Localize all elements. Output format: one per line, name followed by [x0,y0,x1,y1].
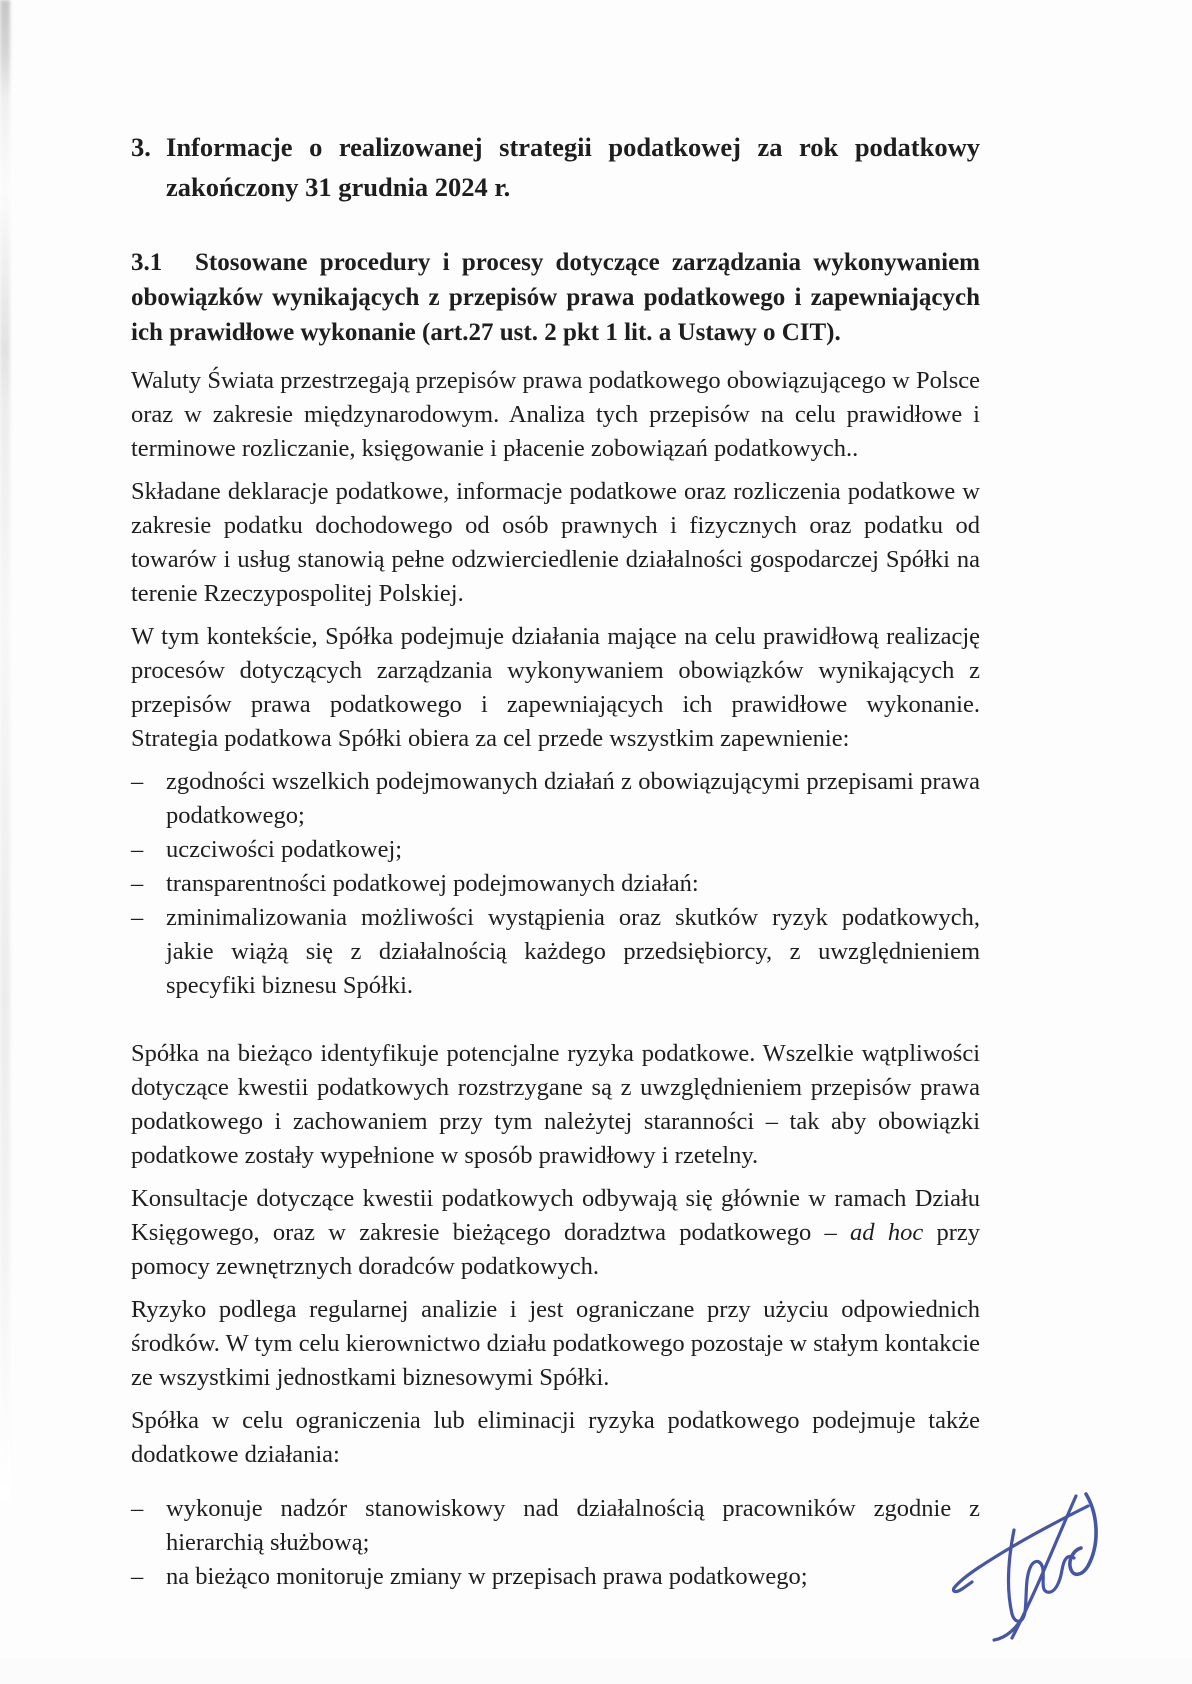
paragraph-strategy-goals: W tym kontekście, Spółka podejmuje działania mające na celu prawidłową realizację procesów dotyczących zarządzania wykonywaniem obowiązków wynikających z przepisów prawa podatkowego i zapewniających ich prawidłowe wykonanie. Strategia podatkowa Spółki obiera za cel przede wszystkim zapewnienie: [131,623,980,752]
section-number: 3. [131,132,151,162]
list-item-text: zgodności wszelkich podejmowanych działań z obowiązującymi przepisami prawa podatkowego; [166,768,980,829]
list-item-text: transparentności podatkowej podejmowanych działań: [166,870,699,897]
bullet-dash: – [131,870,144,897]
scan-edge-shading [0,0,10,1500]
list-item [131,765,980,833]
paragraph-additional-actions: Spółka w celu ograniczenia lub eliminacji ryzyka podatkowego podejmuje także dodatkowe działania: [131,1407,980,1468]
paragraph-risk-analysis: Ryzyko podlega regularnej analizie i jest ograniczane przy użyciu odpowiednich środków. W tym celu kierownictwo działu podatkowego pozostaje w stałym kontakcie ze wszystkimi jednostkami biznesowymi Spółki. [131,1296,980,1391]
action-bullet-list [131,1492,980,1594]
list-item-text: uczciwości podatkowej; [166,836,403,863]
subsection-number: 3.1 [131,249,163,276]
consultations-adhoc: ad hoc [850,1219,924,1246]
list-item-text: zminimalizowania możliwości wystąpienia oraz skutków ryzyk podatkowych, jakie wiążą się z działalnością każdego przedsiębiorcy, z uwzględnieniem specyfiki biznesu Spółki. [166,904,980,999]
list-item [131,1492,980,1560]
handwritten-signature-icon [938,1488,1103,1643]
paragraph-consultations [131,1182,980,1284]
subsection-heading-text: Stosowane procedury i procesy dotyczące zarządzania wykonywaniem obowiązków wynikających z przepisów prawa podatkowego i zapewniających ich prawidłowe wykonanie (art.27 ust. 2 pkt 1 lit. a Ustawy o CIT). [131,249,980,346]
section-heading [131,127,980,207]
list-item [131,867,980,901]
bullet-dash: – [131,768,144,795]
paragraph-compliance: Waluty Świata przestrzegają przepisów prawa podatkowego obowiązującego w Polsce oraz w zakresie międzynarodowym. Analiza tych przepisów na celu prawidłowe i terminowe rozliczanie, księgowanie i płacenie zobowiązań podatkowych.. [131,367,980,462]
consultations-text-before: Konsultacje dotyczące kwestii podatkowych odbywają się głównie w ramach Działu Księgowego, oraz w zakresie bieżącego doradztwa podatkowego – [131,1185,980,1246]
list-item-text: wykonuje nadzór stanowiskowy nad działalnością pracowników zgodnie z hierarchią służbową; [166,1495,980,1556]
subsection-heading [131,245,980,350]
paragraph-risk-identification: Spółka na bieżąco identyfikuje potencjalne ryzyka podatkowe. Wszelkie wątpliwości dotyczące kwestii podatkowych rozstrzygane są z uwzględnieniem przepisów prawa podatkowego i zachowaniem przy tym należytej staranności – tak aby obowiązki podatkowe zostały wypełnione w sposób prawidłowy i rzetelny. [131,1040,980,1169]
section-heading-text: Informacje o realizowanej strategii podatkowej za rok podatkowy zakończony 31 grudnia 2024 r. [166,132,980,202]
list-item [131,1560,980,1594]
consultations-text-after: przy pomocy zewnętrznych doradców podatkowych. [131,1219,980,1280]
document-content [131,127,980,1594]
bullet-dash: – [131,904,144,931]
paragraph-declarations: Składane deklaracje podatkowe, informacje podatkowe oraz rozliczenia podatkowe w zakresie podatku dochodowego od osób prawnych i fizycznych oraz podatku od towarów i usług stanowią pełne odzwierciedlenie działalności gospodarczej Spółki na terenie Rzeczypospolitej Polskiej. [131,478,980,607]
list-item [131,901,980,1003]
bullet-dash: – [131,836,144,863]
scan-bottom-shading [0,1658,1192,1684]
bullet-dash: – [131,1563,144,1590]
list-item-text: na bieżąco monitoruje zmiany w przepisach prawa podatkowego; [166,1563,808,1590]
goal-bullet-list [131,765,980,1003]
bullet-dash: – [131,1495,144,1522]
list-item [131,833,980,867]
